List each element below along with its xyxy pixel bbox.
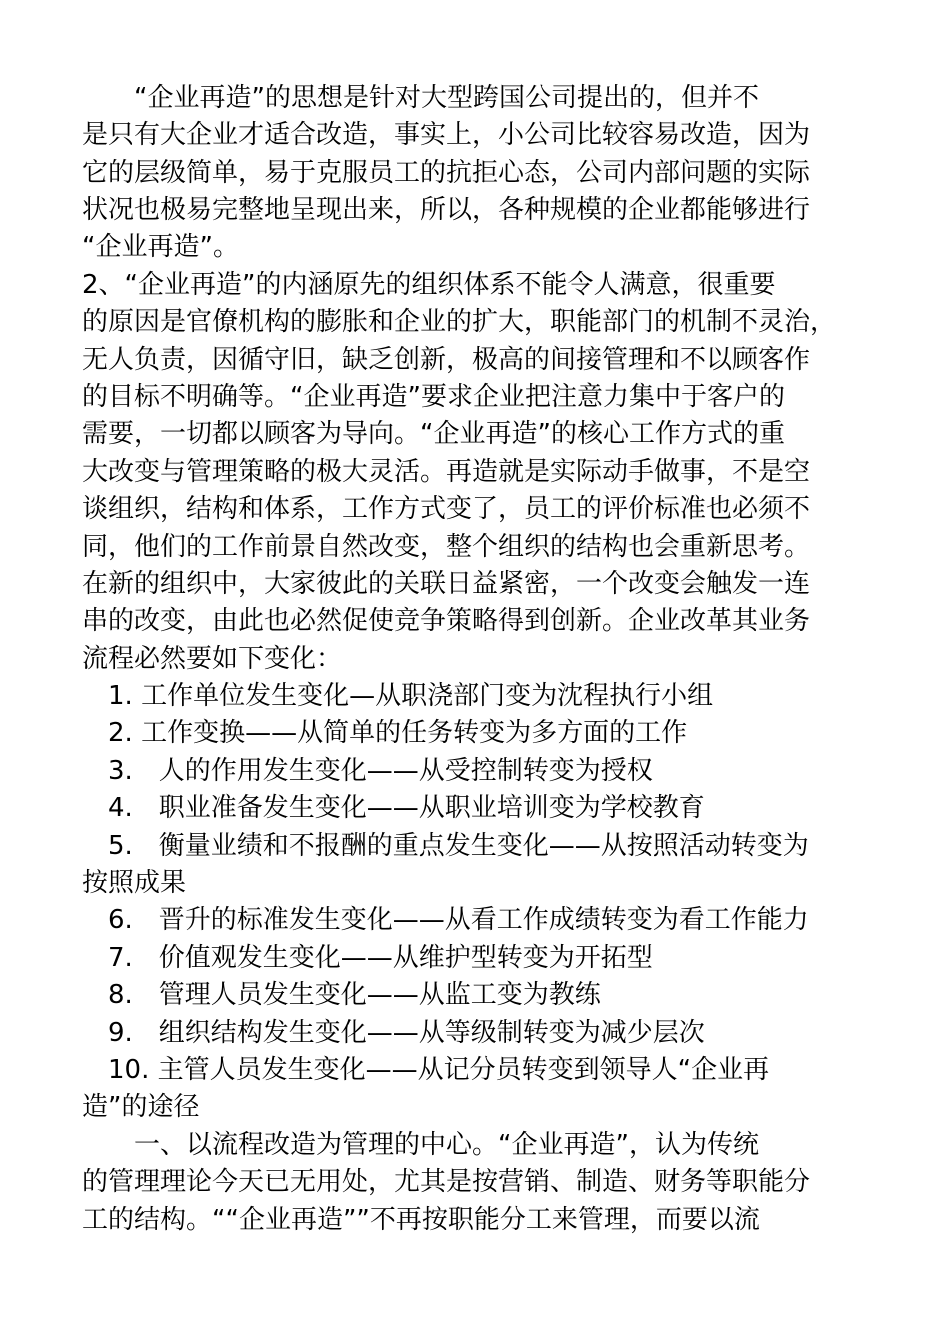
text-line: 流程必然要如下变化： xyxy=(82,644,343,674)
list-item: 2. 工作变换——从简单的任务转变为多方面的工作 xyxy=(82,718,688,748)
text-line: 需要，一切都以顾客为导向。“企业再造”的核心工作方式的重 xyxy=(82,419,785,449)
text-line: 一、以流程改造为管理的中心。“企业再造”，认为传统 xyxy=(82,1130,759,1160)
text-line: 同，他们的工作前景自然改变，整个组织的结构也会重新思考。 xyxy=(82,532,811,562)
text-line: 串的改变，由此也必然促使竞争策略得到创新。企业改革其业务 xyxy=(82,606,811,636)
text-line: 谈组织，结构和体系，工作方式变了，员工的评价标准也必须不 xyxy=(82,494,811,524)
list-item: 4. 职业准备发生变化——从职业培训变为学校教育 xyxy=(82,793,705,823)
text-line: 状况也极易完整地呈现出来，所以，各种规模的企业都能够进行 xyxy=(82,195,811,225)
text-line: 的原因是官僚机构的膨胀和企业的扩大，职能部门的机制不灵治， xyxy=(82,307,837,337)
text-line: 工的结构。““企业再造””不再按职能分工来管理，而要以流 xyxy=(82,1205,760,1235)
list-item: 9. 组织结构发生变化——从等级制转变为减少层次 xyxy=(82,1018,705,1048)
list-item-continuation: 按照成果 xyxy=(82,868,187,898)
list-item: 5. 衡量业绩和不报酬的重点发生变化——从按照活动转变为 xyxy=(82,831,809,861)
text-line: 的管理理论今天已无用处，尤其是按营销、制造、财务等职能分 xyxy=(82,1167,811,1197)
text-line: 在新的组织中，大家彼此的关联日益紧密，一个改变会触发一连 xyxy=(82,569,811,599)
list-item: 3. 人的作用发生变化——从受控制转变为授权 xyxy=(82,756,653,786)
list-item-continuation: 造”的途径 xyxy=(82,1092,200,1122)
list-item: 1. 工作单位发生变化—从职浇部门变为沈程执行小组 xyxy=(82,681,714,711)
text-line: 是只有大企业才适合改造，事实上，小公司比较容易改造，因为 xyxy=(82,120,811,150)
list-item: 10. 主管人员发生变化——从记分员转变到领导人“企业再 xyxy=(82,1055,770,1085)
text-line: “企业再造”。 xyxy=(82,232,239,262)
list-item: 8. 管理人员发生变化——从监工变为教练 xyxy=(82,980,601,1010)
list-item: 7. 价值观发生变化——从维护型转变为开拓型 xyxy=(82,943,653,973)
text-line: 大改变与管理策略的极大灵活。再造就是实际动手做事，不是空 xyxy=(82,457,811,487)
text-line: 无人负责，因循守旧，缺乏创新，极高的间接管理和不以顾客作 xyxy=(82,345,811,375)
text-line: 它的层级简单，易于克服员工的抗拒心态，公司内部问题的实际 xyxy=(82,158,811,188)
text-line: “企业再造”的思想是针对大型跨国公司提出的，但并不 xyxy=(82,83,759,113)
text-line: 的目标不明确等。“企业再造”要求企业把注意力集中于客户的 xyxy=(82,382,785,412)
list-item: 6. 晋升的标准发生变化——从看工作成绩转变为看工作能力 xyxy=(82,905,809,935)
text-line: 2、“企业再造”的内涵原先的组织体系不能令人满意，很重要 xyxy=(82,270,776,300)
